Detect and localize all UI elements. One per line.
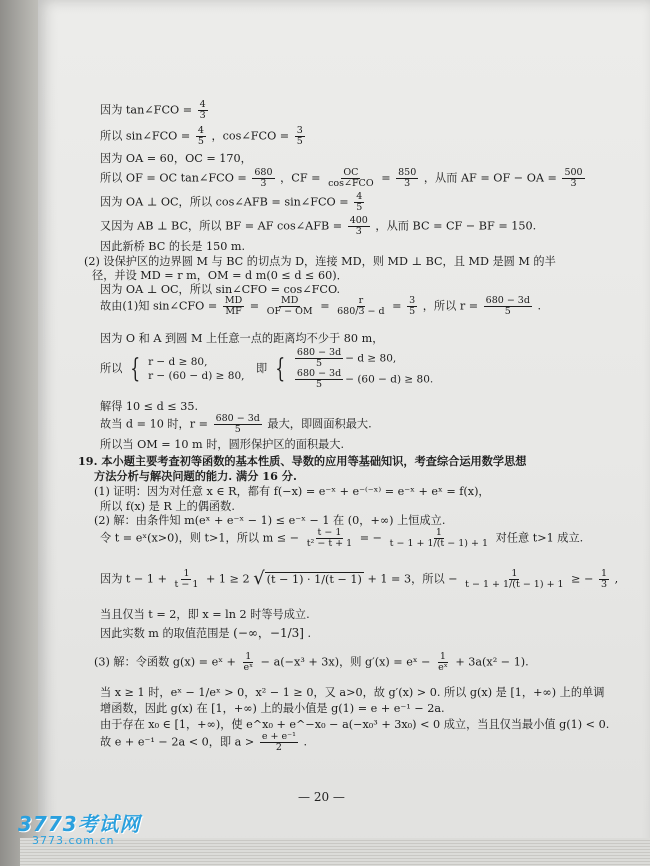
line-monotonic: 当 x ≥ 1 时，eˣ − 1/eˣ > 0，x² − 1 ≥ 0，又 a>0，故 g′(x) > 0. 所以 g(x) 是 [1，+∞) 上的单调	[100, 686, 605, 699]
line-part2-condition: (2) 解：由条件知 m(eˣ + e⁻ˣ − 1) ≤ e⁻ˣ − 1 在 (0，+∞) 上恒成立.	[94, 514, 446, 527]
line-conclusion-1: 所以当 OM = 10 m 时，圆形保护区的面积最大.	[100, 438, 344, 451]
line-part1-proof: (1) 证明：因为对任意 x ∈ R，都有 f(−x) = e⁻ˣ + e⁻⁽⁻ˣ⁾ = e⁻ˣ + eˣ = f(x)，	[94, 485, 490, 498]
fraction: $\frac{MD}{MF}$	[224, 295, 243, 317]
left-brace: {	[275, 353, 286, 384]
fraction: $\frac{3}{5}$	[409, 295, 416, 317]
line-part2-intro: (2) 设保护区的边界圆 M 与 BC 的切点为 D，连接 MD，则 MD ⊥ BC，且 MD 是圆 M 的半	[84, 255, 556, 268]
fraction: $\frac{MD}{OF - OM}$	[266, 295, 313, 317]
line-substitution: 令 t = eˣ(x>0)，则 t>1，所以 m ≤ − $\frac{t - 1}{\text{t² − t + 1}}$ = − $\frac{1}{t - 1 + 1/(t - 1) + 1}$ 对任意 t>1 成立.	[100, 527, 584, 549]
system-2: $\frac{680 - 3d}{5}$ − d ≥ 80, $\frac{680 - 3d}{5}$ − (60 − d) ≥ 80.	[296, 347, 434, 390]
fraction: $\frac{850}{3}$	[398, 167, 417, 189]
problem-19-subheading: 方法分析与解决问题的能力. 满分 16 分.	[94, 469, 297, 483]
fraction: $\frac{\text{e + e⁻¹}}{2}$	[261, 731, 296, 753]
fraction: $\frac{4}{3}$	[199, 99, 206, 121]
radicand: (t − 1) · 1/(t − 1)	[266, 572, 362, 586]
line-bf-bc: 又因为 AB ⊥ BC，所以 BF = AF cos∠AFB = $\frac{400}{3}$ ，从而 BC = CF − BF = 150.	[100, 215, 537, 237]
fraction: $\frac{1}{t - 1}$	[174, 567, 199, 590]
fraction: $\frac{1}{t - 1 + 1/(t - 1) + 1}$	[465, 567, 564, 590]
fraction: $\frac{1}{3}$	[601, 567, 608, 590]
fraction: $\frac{t - 1}{\text{t² − t + 1}}$	[306, 527, 353, 549]
line-min-value: 增函数，因此 g(x) 在 [1，+∞) 上的最小值是 g(1) = e + e⁻¹ − 2a.	[100, 702, 445, 715]
line-r-derivation: 故由(1)知 sin∠CFO = $\frac{MD}{MF}$ = $\frac{MD}{OF - OM}$ = $\frac{r}{680/3 - d}$ = $\frac{3}{5}$ ，所以 r = $\frac{680 - 3d}{5}$ .	[100, 295, 542, 317]
fraction: $\frac{680}{3}$	[254, 167, 273, 189]
line-part3-define-g: (3) 解：令函数 g(x) = eˣ + $\frac{1}{\text{eˣ}}$ − a(−x³ + 3x)，则 g′(x) = eˣ − $\frac{1}{\text{eˣ}}$ + 3a(x² − 1).	[94, 651, 529, 673]
fraction: $\frac{680 - 3d}{5}$	[215, 413, 260, 435]
fraction: $\frac{500}{3}$	[564, 167, 583, 189]
fraction: $\frac{1}{\text{eˣ}}$	[243, 651, 254, 673]
left-brace: {	[130, 353, 141, 384]
watermark-logo: 3773考试网	[18, 812, 141, 836]
line-of-cf: 所以 OF = OC tan∠FCO = $\frac{680}{3}$ ，CF = $\frac{OC}{\text{cos∠FCO}}$ = $\frac{850}{3}$ ，从而 AF = OF − OA = $\frac{500}{3}$	[100, 167, 583, 189]
line-equality-case: 当且仅当 t = 2，即 x = ln 2 时等号成立.	[100, 608, 310, 621]
line-bc-length: 因此新桥 BC 的长是 150 m.	[100, 240, 246, 253]
line-sin-cos-fco: 所以 sin∠FCO = $\frac{4}{5}$ ，cos∠FCO = $\frac{3}{5}$	[100, 125, 303, 147]
problem-19-heading: 19. 本小题主要考查初等函数的基本性质、导数的应用等基础知识，考查综合运用数学思想	[78, 454, 527, 468]
fraction: $\frac{680 - 3d}{5}$	[296, 367, 342, 390]
system-1: r − d ≥ 80, r − (60 − d) ≥ 80,	[148, 355, 245, 382]
line-part2-assume: 径，并设 MD = r m，OM = d m(0 ≤ d ≤ 60)．	[92, 269, 348, 282]
line-max-radius: 故当 d = 10 时，r = $\frac{680 - 3d}{5}$ 最大，即圆面积最大.	[100, 413, 372, 435]
fraction: $\frac{4}{5}$	[356, 191, 363, 213]
line-inequality-system: 所以 { r − d ≥ 80, r − (60 − d) ≥ 80, 即 { $\frac{680 - 3d}{5}$ − d ≥ 80, $\frac{680 - 3d}{5}$ − (60 − d) ≥ 80.	[100, 347, 434, 390]
line-final-a: 故 e + e⁻¹ − 2a < 0，即 a > $\frac{\text{e + e⁻¹}}{2}$ .	[100, 731, 308, 753]
line-am-gm: 因为 t − 1 + $\frac{1}{t - 1}$ + 1 ≥ 2 √ (t − 1) · 1/(t − 1) + 1 = 3，所以 − $\frac{1}{t - 1 + 1/(t - 1) + 1}$ ≥ − $\frac{1}{3}$ ,	[100, 567, 619, 590]
fraction: $\frac{1}{t - 1 + 1/(t - 1) + 1}$	[389, 527, 489, 549]
line-m-range: 因此实数 m 的取值范围是 (−∞，−1/3] .	[100, 626, 312, 640]
page-number: — 20 —	[298, 790, 345, 804]
fraction: $\frac{400}{3}$	[349, 215, 368, 237]
radical-sign: √	[253, 568, 265, 589]
fraction: $\frac{680 - 3d}{5}$	[485, 295, 530, 317]
fraction: $\frac{4}{5}$	[197, 125, 204, 147]
fraction: $\frac{OC}{\text{cos∠FCO}}$	[328, 167, 374, 189]
fraction: $\frac{1}{\text{eˣ}}$	[438, 651, 448, 673]
line-d-range: 解得 10 ≤ d ≤ 35.	[100, 400, 199, 413]
fraction: $\frac{3}{5}$	[296, 125, 303, 147]
fraction: $\frac{r}{680/3 - d}$	[337, 295, 385, 317]
line-cos-afb: 因为 OA ⊥ OC，所以 cos∠AFB = sin∠FCO = $\frac{4}{5}$	[100, 191, 363, 213]
line-even-function: 所以 f(x) 是 R 上的偶函数.	[100, 500, 235, 513]
line-oa-oc: 因为 OA = 60，OC = 170，	[100, 152, 252, 165]
line-distance-condition: 因为 O 和 A 到圆 M 上任意一点的距离均不少于 80 m，	[100, 332, 384, 345]
fraction: $\frac{680 - 3d}{5}$	[296, 347, 342, 369]
watermark-url: 3773.com.cn	[32, 834, 115, 847]
line-tan-fco: 因为 tan∠FCO = $\frac{4}{3}$	[100, 99, 206, 121]
page-stack-edge	[20, 838, 650, 866]
line-sin-cfo: 因为 OA ⊥ OC，所以 sin∠CFO = cos∠FCO.	[100, 283, 341, 296]
line-existence: 由于存在 x₀ ∈ [1，+∞)，使 e^x₀ + e^−x₀ − a(−x₀³ + 3x₀) < 0 成立，当且仅当最小值 g(1) < 0.	[100, 718, 610, 731]
